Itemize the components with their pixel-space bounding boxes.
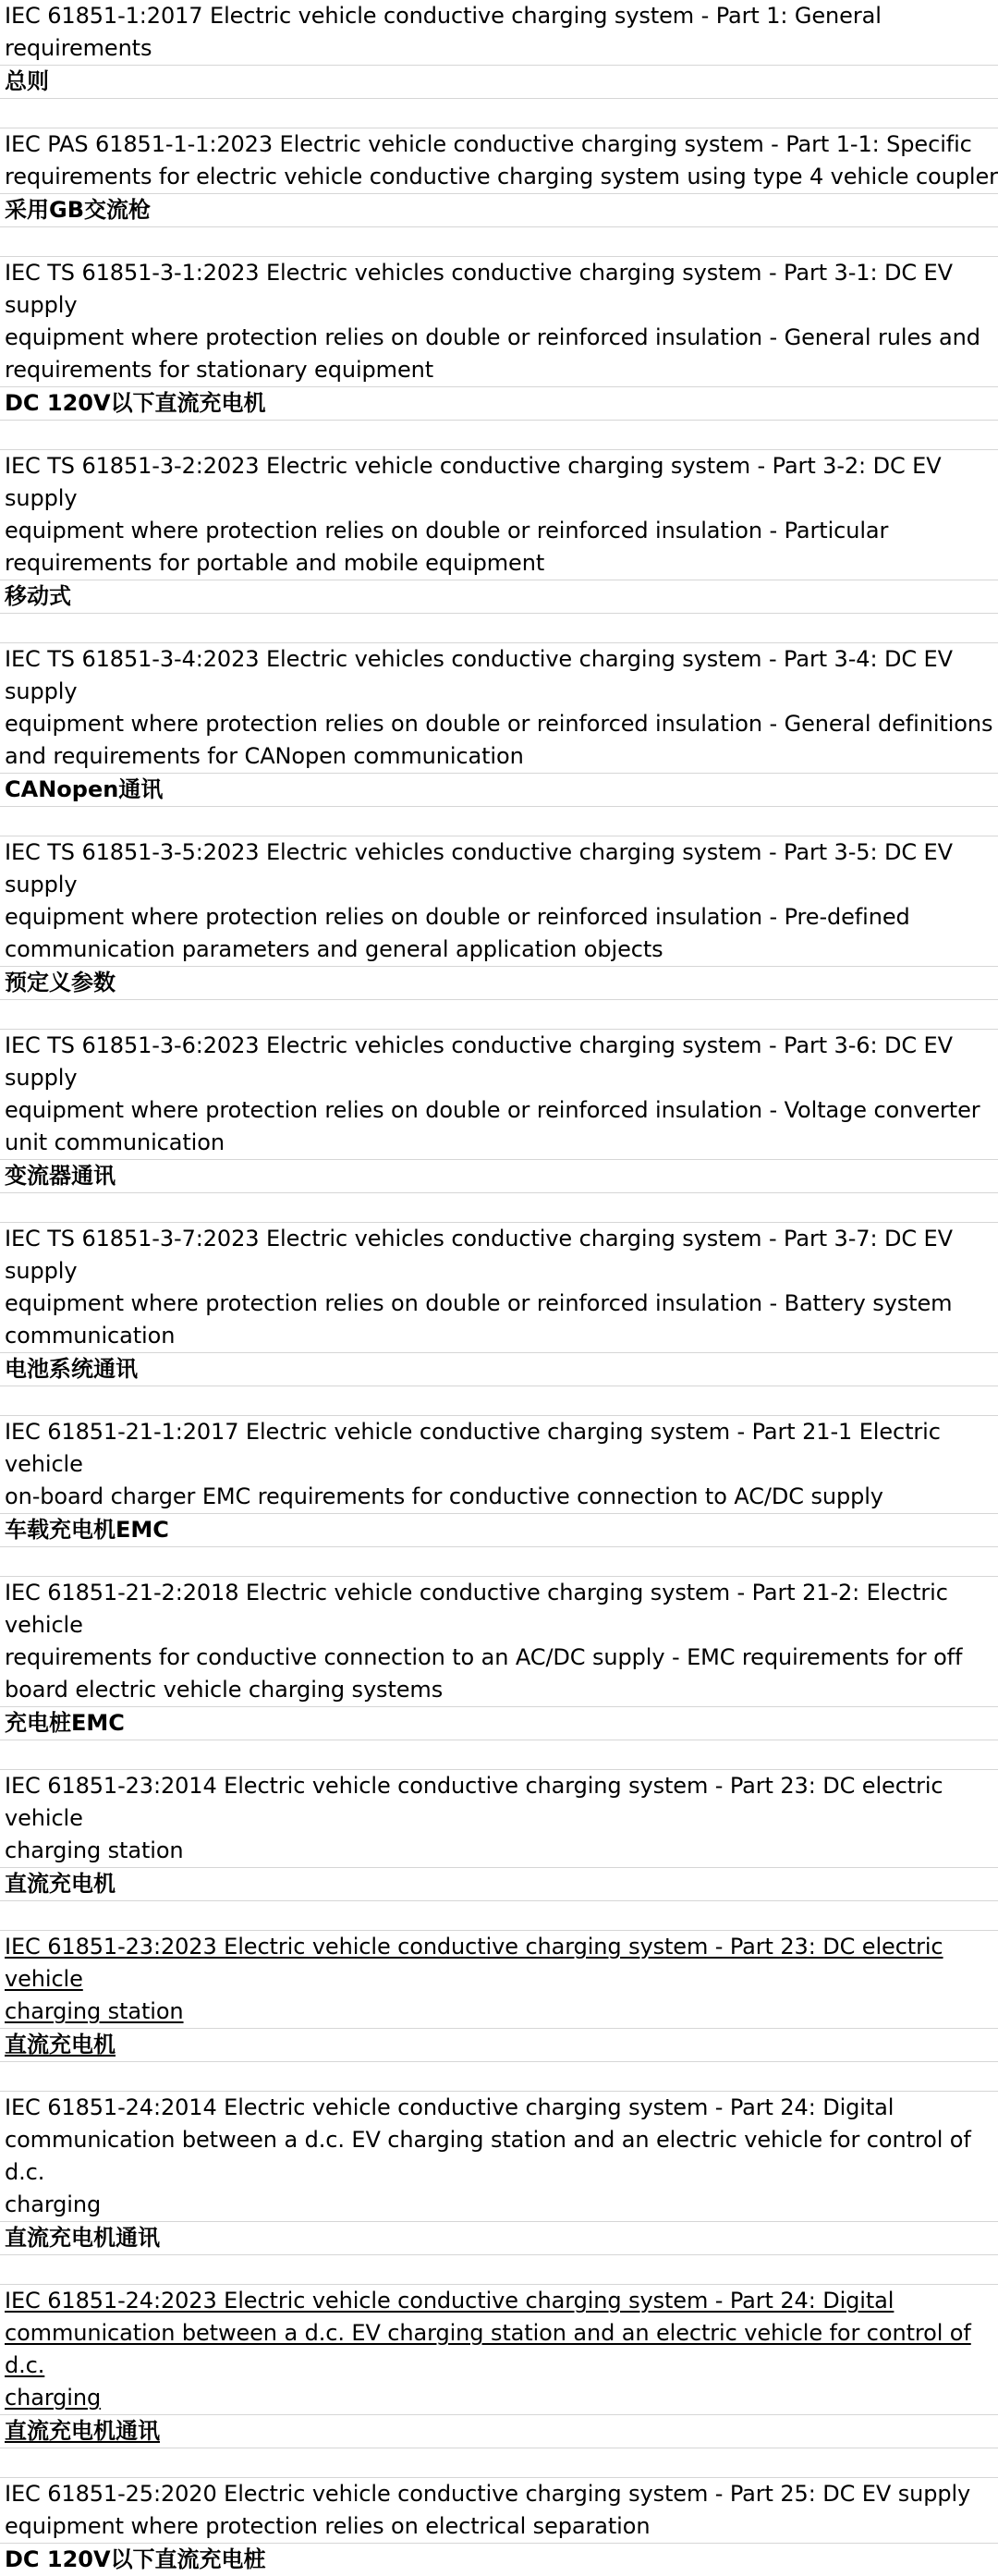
standard-title-line: IEC TS 61851-3-5:2023 Electric vehicles conductive charging system - Part 3-5: DC EV supply [5, 839, 953, 897]
standard-entry [0, 2091, 998, 2254]
row-spacer [0, 1192, 998, 1222]
standard-title-link-line[interactable]: charging station [5, 1998, 184, 2024]
standard-chinese-note: 直流充电机 [0, 1867, 998, 1900]
standard-chinese-note: 直流充电机通讯 [0, 2221, 998, 2254]
standard-chinese-note: DC 120V以下直流充电机 [0, 386, 998, 420]
standard-chinese-note: CANopen通讯 [0, 773, 998, 806]
row-spacer [0, 1386, 998, 1415]
standard-title-link-line[interactable]: communication between a d.c. EV charging station and an electric vehicle for control of d.c. [5, 2320, 971, 2378]
standard-title-line: IEC TS 61851-3-4:2023 Electric vehicles conductive charging system - Part 3-4: DC EV supply [5, 646, 953, 704]
row-spacer [0, 420, 998, 449]
row-spacer [0, 806, 998, 836]
standard-entry [0, 1576, 998, 1740]
standard-chinese-note: DC 120V以下直流充电桩 [0, 2543, 998, 2576]
standard-title-line: equipment where protection relies on double or reinforced insulation - Battery system [5, 1290, 953, 1316]
standard-title-line: equipment where protection relies on double or reinforced insulation - Particular [5, 518, 889, 543]
standard-title-line: IEC 61851-23:2014 Electric vehicle conductive charging system - Part 23: DC electric vehicle [5, 1773, 943, 1831]
standard-entry[interactable] [0, 1930, 998, 2061]
standard-title-line: IEC TS 61851-3-2:2023 Electric vehicle conductive charging system - Part 3-2: DC EV supply [5, 453, 942, 511]
standard-title-line: requirements for portable and mobile equipment [5, 550, 545, 576]
standard-title-line: unit communication [5, 1129, 225, 1155]
standard-chinese-note: 变流器通讯 [0, 1159, 998, 1192]
standard-title-line: equipment where protection relies on double or reinforced insulation - Pre-defined [5, 904, 910, 930]
standard-title-line: charging [5, 2191, 102, 2217]
standard-title-line: equipment where protection relies on double or reinforced insulation - Voltage converter [5, 1097, 980, 1123]
standard-chinese-note: 移动式 [0, 580, 998, 613]
row-spacer [0, 1740, 998, 1769]
standard-entry [0, 256, 998, 420]
standard-title-line: requirements for electric vehicle conductive charging system using type 4 vehicle coupler [5, 164, 998, 189]
standard-title-line: equipment where protection relies on electrical separation [5, 2513, 651, 2539]
standard-title-link-line[interactable]: IEC 61851-23:2023 Electric vehicle conductive charging system - Part 23: DC electric vehicle [5, 1934, 943, 1992]
standard-chinese-note: 充电桩EMC [0, 1706, 998, 1740]
standard-title-line: IEC TS 61851-3-7:2023 Electric vehicles conductive charging system - Part 3-7: DC EV supply [5, 1226, 953, 1284]
standard-chinese-note[interactable]: 直流充电机通讯 [0, 2414, 998, 2448]
standard-entry [0, 1769, 998, 1900]
standard-title-line: IEC 61851-25:2020 Electric vehicle conductive charging system - Part 25: DC EV supply [5, 2481, 971, 2507]
standard-title-line: IEC 61851-21-1:2017 Electric vehicle conductive charging system - Part 21-1 Electric vehicle [5, 1419, 941, 1477]
row-spacer [0, 1900, 998, 1930]
standard-entry [0, 1222, 998, 1386]
standard-entry [0, 836, 998, 999]
row-spacer [0, 2061, 998, 2091]
standard-title-line: board electric vehicle charging systems [5, 1677, 444, 1703]
row-spacer [0, 98, 998, 128]
standard-title-line: IEC TS 61851-3-6:2023 Electric vehicles conductive charging system - Part 3-6: DC EV supply [5, 1032, 953, 1091]
standard-entry [0, 128, 998, 226]
standard-title-line: equipment where protection relies on double or reinforced insulation - General definitions [5, 711, 993, 737]
row-spacer [0, 2448, 998, 2477]
standard-chinese-note: 车载充电机EMC [0, 1513, 998, 1546]
standard-chinese-note[interactable]: 直流充电机 [0, 2028, 998, 2061]
standard-entry [0, 1415, 998, 1546]
standard-entry [0, 642, 998, 806]
standard-chinese-note: 采用GB交流枪 [0, 193, 998, 226]
standard-entry [0, 2477, 998, 2576]
standard-title-line: IEC 61851-21-2:2018 Electric vehicle conductive charging system - Part 21-2: Electric vehicle [5, 1580, 948, 1638]
standard-title-line: communication parameters and general application objects [5, 936, 663, 962]
standard-title-line: communication [5, 1323, 176, 1349]
row-spacer [0, 1546, 998, 1576]
standard-title-line: equipment where protection relies on double or reinforced insulation - General rules and [5, 324, 980, 350]
standard-entry [0, 1029, 998, 1192]
row-spacer [0, 226, 998, 256]
row-spacer [0, 2254, 998, 2284]
standard-chinese-note: 电池系统通讯 [0, 1352, 998, 1386]
row-spacer [0, 999, 998, 1029]
standard-title-line: requirements for stationary equipment [5, 357, 434, 383]
standard-title-line: requirements for conductive connection to an AC/DC supply - EMC requirements for off [5, 1644, 963, 1670]
standard-entry [0, 449, 998, 613]
standard-title-line: IEC PAS 61851-1-1:2023 Electric vehicle conductive charging system - Part 1-1: Specific [5, 131, 972, 157]
standard-title-link-line[interactable]: IEC 61851-24:2023 Electric vehicle conductive charging system - Part 24: Digital [5, 2288, 895, 2314]
standard-entry[interactable] [0, 2284, 998, 2448]
standard-title-line: charging station [5, 1837, 184, 1863]
standard-title-line: on-board charger EMC requirements for conductive connection to AC/DC supply [5, 1483, 883, 1509]
standard-title-line: IEC 61851-1:2017 Electric vehicle conductive charging system - Part 1: General requirements [5, 3, 882, 61]
standard-chinese-note: 总则 [0, 65, 998, 98]
standard-title-line: IEC 61851-24:2014 Electric vehicle conductive charging system - Part 24: Digital [5, 2094, 895, 2120]
standard-title-line: IEC TS 61851-3-1:2023 Electric vehicles conductive charging system - Part 3-1: DC EV supply [5, 260, 953, 318]
standard-title-line: communication between a d.c. EV charging station and an electric vehicle for control of d.c. [5, 2127, 971, 2185]
row-spacer [0, 613, 998, 642]
standard-title-line: and requirements for CANopen communication [5, 743, 524, 769]
standard-title-link-line[interactable]: charging [5, 2385, 102, 2411]
standard-entry [0, 0, 998, 98]
standard-chinese-note: 预定义参数 [0, 966, 998, 999]
